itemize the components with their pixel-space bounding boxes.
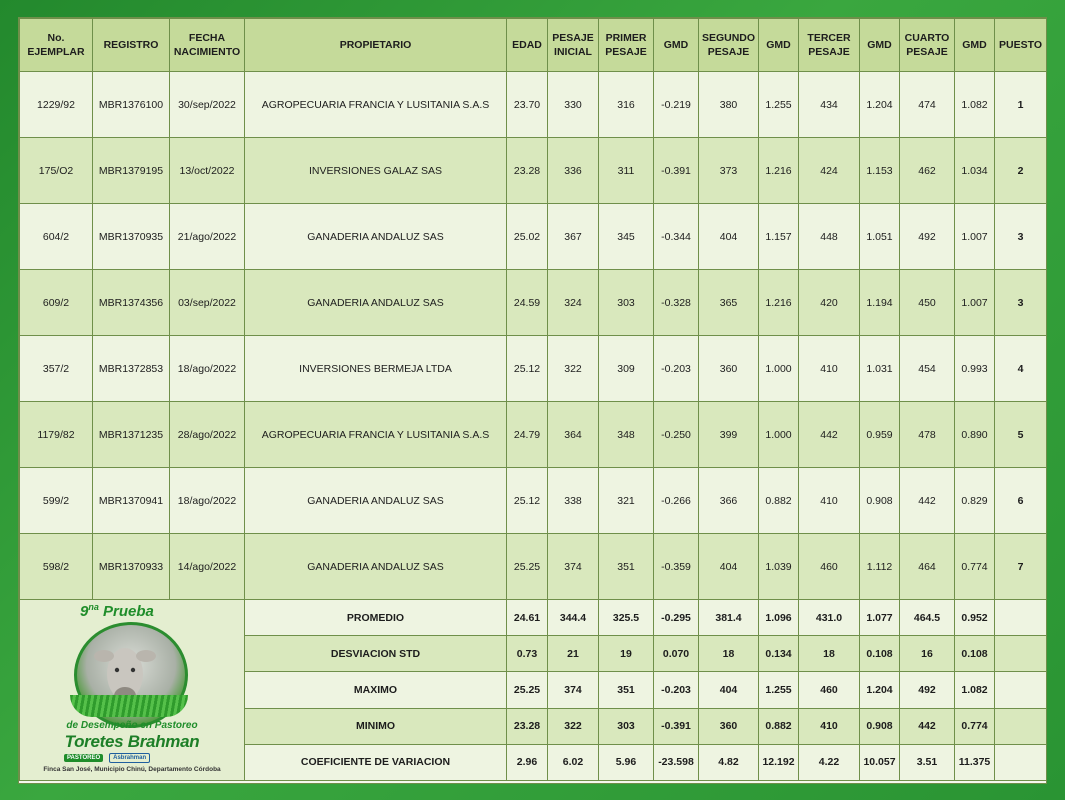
table-cell: 1.031: [860, 336, 900, 402]
table-cell: 25.25: [507, 534, 548, 600]
summary-value: -0.203: [654, 672, 699, 708]
rank-cell: 6: [995, 468, 1047, 534]
table-cell: 1.000: [759, 336, 799, 402]
table-cell: 21/ago/2022: [170, 204, 245, 270]
table-cell: 424: [799, 138, 860, 204]
table-cell: 604/2: [20, 204, 93, 270]
table-cell: MBR1370933: [93, 534, 170, 600]
column-header: FECHA NACIMIENTO: [170, 19, 245, 72]
column-header: TERCER PESAJE: [799, 19, 860, 72]
summary-label: DESVIACION STD: [245, 636, 507, 672]
table-cell: 450: [900, 270, 955, 336]
table-cell: 380: [699, 72, 759, 138]
summary-value: 24.61: [507, 600, 548, 636]
summary-value: 19: [599, 636, 654, 672]
summary-value: 0.908: [860, 708, 900, 744]
table-cell: 345: [599, 204, 654, 270]
table-cell: 360: [699, 336, 759, 402]
summary-label: PROMEDIO: [245, 600, 507, 636]
table-cell: 336: [548, 138, 599, 204]
table-cell: 367: [548, 204, 599, 270]
table-cell: 1.082: [955, 72, 995, 138]
table-row: [20, 468, 1047, 534]
table-cell: 492: [900, 204, 955, 270]
table-cell: 18/ago/2022: [170, 468, 245, 534]
rank-cell: 3: [995, 270, 1047, 336]
table-cell: MBR1372853: [93, 336, 170, 402]
summary-value: 1.096: [759, 600, 799, 636]
summary-empty-cell: [995, 636, 1047, 672]
table-cell: MBR1376100: [93, 72, 170, 138]
logo-location: Finca San José, Municipio Chinú, Departamento Córdoba: [43, 766, 221, 773]
summary-value: 464.5: [900, 600, 955, 636]
table-cell: 1229/92: [20, 72, 93, 138]
summary-value: -23.598: [654, 744, 699, 780]
table-cell: GANADERIA ANDALUZ SAS: [245, 204, 507, 270]
rank-cell: 2: [995, 138, 1047, 204]
summary-value: 404: [699, 672, 759, 708]
summary-empty-cell: [995, 600, 1047, 636]
summary-value: 4.22: [799, 744, 860, 780]
summary-value: 18: [799, 636, 860, 672]
table-row: [20, 336, 1047, 402]
summary-value: 1.204: [860, 672, 900, 708]
summary-value: 303: [599, 708, 654, 744]
table-cell: 374: [548, 534, 599, 600]
table-cell: 0.993: [955, 336, 995, 402]
table-cell: 23.28: [507, 138, 548, 204]
summary-value: 344.4: [548, 600, 599, 636]
table-cell: 25.02: [507, 204, 548, 270]
table-cell: 321: [599, 468, 654, 534]
results-table-panel: [18, 17, 1047, 784]
summary-label: COEFICIENTE DE VARIACION: [245, 744, 507, 780]
column-header: GMD: [654, 19, 699, 72]
table-cell: GANADERIA ANDALUZ SAS: [245, 468, 507, 534]
table-cell: 1.051: [860, 204, 900, 270]
table-cell: 420: [799, 270, 860, 336]
table-cell: 1.039: [759, 534, 799, 600]
table-cell: 448: [799, 204, 860, 270]
column-header: PUESTO: [995, 19, 1047, 72]
summary-value: 0.73: [507, 636, 548, 672]
table-cell: 1.204: [860, 72, 900, 138]
sponsor-logo: Asbrahman: [109, 753, 150, 763]
summary-value: 0.952: [955, 600, 995, 636]
column-header: GMD: [860, 19, 900, 72]
table-cell: 364: [548, 402, 599, 468]
table-cell: 434: [799, 72, 860, 138]
logo-subtitle: de Desempeño en Pastoreo: [66, 720, 198, 731]
table-cell: 348: [599, 402, 654, 468]
table-cell: 404: [699, 204, 759, 270]
summary-value: 0.882: [759, 708, 799, 744]
summary-label: MAXIMO: [245, 672, 507, 708]
table-cell: 464: [900, 534, 955, 600]
column-header: PRIMER PESAJE: [599, 19, 654, 72]
table-cell: 410: [799, 468, 860, 534]
table-cell: GANADERIA ANDALUZ SAS: [245, 270, 507, 336]
table-cell: -0.344: [654, 204, 699, 270]
summary-value: 0.108: [955, 636, 995, 672]
table-cell: 1.153: [860, 138, 900, 204]
table-cell: 410: [799, 336, 860, 402]
table-cell: 324: [548, 270, 599, 336]
rank-cell: 1: [995, 72, 1047, 138]
table-cell: 0.774: [955, 534, 995, 600]
table-cell: 1.112: [860, 534, 900, 600]
summary-value: 0.070: [654, 636, 699, 672]
summary-value: 1.077: [860, 600, 900, 636]
table-cell: -0.359: [654, 534, 699, 600]
table-cell: 598/2: [20, 534, 93, 600]
results-table: [19, 18, 1047, 781]
table-cell: INVERSIONES GALAZ SAS: [245, 138, 507, 204]
summary-value: 2.96: [507, 744, 548, 780]
summary-value: 3.51: [900, 744, 955, 780]
column-header: REGISTRO: [93, 19, 170, 72]
table-cell: 609/2: [20, 270, 93, 336]
logo-title: Toretes Brahman: [64, 732, 200, 751]
summary-value: 381.4: [699, 600, 759, 636]
summary-value: 410: [799, 708, 860, 744]
table-cell: 13/oct/2022: [170, 138, 245, 204]
summary-empty-cell: [995, 672, 1047, 708]
summary-label: MINIMO: [245, 708, 507, 744]
table-cell: -0.250: [654, 402, 699, 468]
table-cell: 460: [799, 534, 860, 600]
summary-value: 374: [548, 672, 599, 708]
table-cell: 399: [699, 402, 759, 468]
table-cell: -0.328: [654, 270, 699, 336]
column-header: CUARTO PESAJE: [900, 19, 955, 72]
summary-value: 16: [900, 636, 955, 672]
summary-empty-cell: [995, 708, 1047, 744]
table-cell: MBR1370935: [93, 204, 170, 270]
table-cell: 365: [699, 270, 759, 336]
rank-cell: 4: [995, 336, 1047, 402]
table-cell: 309: [599, 336, 654, 402]
table-cell: 30/sep/2022: [170, 72, 245, 138]
summary-value: 18: [699, 636, 759, 672]
table-cell: 1.255: [759, 72, 799, 138]
table-cell: 1.007: [955, 204, 995, 270]
rank-cell: 7: [995, 534, 1047, 600]
summary-value: 25.25: [507, 672, 548, 708]
summary-value: 431.0: [799, 600, 860, 636]
summary-empty-cell: [995, 744, 1047, 780]
table-cell: 24.59: [507, 270, 548, 336]
summary-value: 492: [900, 672, 955, 708]
table-cell: 442: [900, 468, 955, 534]
summary-value: -0.295: [654, 600, 699, 636]
summary-value: -0.391: [654, 708, 699, 744]
table-cell: 25.12: [507, 468, 548, 534]
table-cell: INVERSIONES BERMEJA LTDA: [245, 336, 507, 402]
table-cell: 404: [699, 534, 759, 600]
table-cell: 1.216: [759, 138, 799, 204]
table-cell: 338: [548, 468, 599, 534]
table-row: [20, 72, 1047, 138]
table-cell: 14/ago/2022: [170, 534, 245, 600]
table-cell: 1.157: [759, 204, 799, 270]
table-cell: AGROPECUARIA FRANCIA Y LUSITANIA S.A.S: [245, 72, 507, 138]
table-cell: 0.890: [955, 402, 995, 468]
table-cell: 175/O2: [20, 138, 93, 204]
table-row: [20, 270, 1047, 336]
table-cell: 474: [900, 72, 955, 138]
summary-value: 11.375: [955, 744, 995, 780]
table-cell: 462: [900, 138, 955, 204]
table-cell: GANADERIA ANDALUZ SAS: [245, 534, 507, 600]
summary-value: 0.108: [860, 636, 900, 672]
column-header: SEGUNDO PESAJE: [699, 19, 759, 72]
table-cell: 0.829: [955, 468, 995, 534]
table-row: [20, 534, 1047, 600]
summary-value: 460: [799, 672, 860, 708]
table-cell: MBR1374356: [93, 270, 170, 336]
column-header: GMD: [955, 19, 995, 72]
summary-value: 325.5: [599, 600, 654, 636]
summary-value: 21: [548, 636, 599, 672]
rank-cell: 5: [995, 402, 1047, 468]
table-row: [20, 402, 1047, 468]
table-cell: -0.219: [654, 72, 699, 138]
table-cell: 1.216: [759, 270, 799, 336]
table-cell: -0.266: [654, 468, 699, 534]
summary-value: 23.28: [507, 708, 548, 744]
summary-value: 6.02: [548, 744, 599, 780]
table-cell: 03/sep/2022: [170, 270, 245, 336]
table-cell: 1.007: [955, 270, 995, 336]
summary-value: 1.255: [759, 672, 799, 708]
table-cell: 303: [599, 270, 654, 336]
table-row: [20, 138, 1047, 204]
table-cell: 0.882: [759, 468, 799, 534]
column-header: No. EJEMPLAR: [20, 19, 93, 72]
summary-value: 1.082: [955, 672, 995, 708]
table-cell: 357/2: [20, 336, 93, 402]
sponsor-logo: PASTOREO: [64, 754, 103, 762]
table-cell: MBR1371235: [93, 402, 170, 468]
table-cell: 351: [599, 534, 654, 600]
table-cell: 25.12: [507, 336, 548, 402]
table-cell: 599/2: [20, 468, 93, 534]
table-cell: MBR1379195: [93, 138, 170, 204]
event-logo: [20, 600, 245, 781]
summary-value: 322: [548, 708, 599, 744]
table-cell: AGROPECUARIA FRANCIA Y LUSITANIA S.A.S: [245, 402, 507, 468]
column-header: EDAD: [507, 19, 548, 72]
table-cell: MBR1370941: [93, 468, 170, 534]
table-cell: 366: [699, 468, 759, 534]
table-cell: 1.000: [759, 402, 799, 468]
summary-row: [20, 600, 1047, 636]
table-cell: -0.203: [654, 336, 699, 402]
table-cell: 478: [900, 402, 955, 468]
summary-value: 10.057: [860, 744, 900, 780]
summary-value: 0.774: [955, 708, 995, 744]
table-cell: 316: [599, 72, 654, 138]
summary-value: 12.192: [759, 744, 799, 780]
table-cell: 28/ago/2022: [170, 402, 245, 468]
sponsor-logos: [64, 753, 150, 763]
summary-value: 0.134: [759, 636, 799, 672]
column-header: PROPIETARIO: [245, 19, 507, 72]
table-cell: 311: [599, 138, 654, 204]
table-cell: 18/ago/2022: [170, 336, 245, 402]
summary-value: 5.96: [599, 744, 654, 780]
table-cell: 1179/82: [20, 402, 93, 468]
table-cell: 0.908: [860, 468, 900, 534]
summary-value: 360: [699, 708, 759, 744]
header-row: [20, 19, 1047, 72]
table-cell: 1.034: [955, 138, 995, 204]
summary-value: 4.82: [699, 744, 759, 780]
summary-value: 351: [599, 672, 654, 708]
table-cell: 1.194: [860, 270, 900, 336]
column-header: PESAJE INICIAL: [548, 19, 599, 72]
table-cell: -0.391: [654, 138, 699, 204]
edition-label: $9^{na}$ Prueba: [80, 602, 154, 620]
summary-value: 442: [900, 708, 955, 744]
table-row: [20, 204, 1047, 270]
table-cell: 24.79: [507, 402, 548, 468]
table-cell: 454: [900, 336, 955, 402]
column-header: GMD: [759, 19, 799, 72]
table-cell: 373: [699, 138, 759, 204]
rank-cell: 3: [995, 204, 1047, 270]
table-cell: 442: [799, 402, 860, 468]
table-cell: 330: [548, 72, 599, 138]
grass-graphic: [70, 695, 188, 717]
table-cell: 0.959: [860, 402, 900, 468]
table-cell: 23.70: [507, 72, 548, 138]
table-cell: 322: [548, 336, 599, 402]
